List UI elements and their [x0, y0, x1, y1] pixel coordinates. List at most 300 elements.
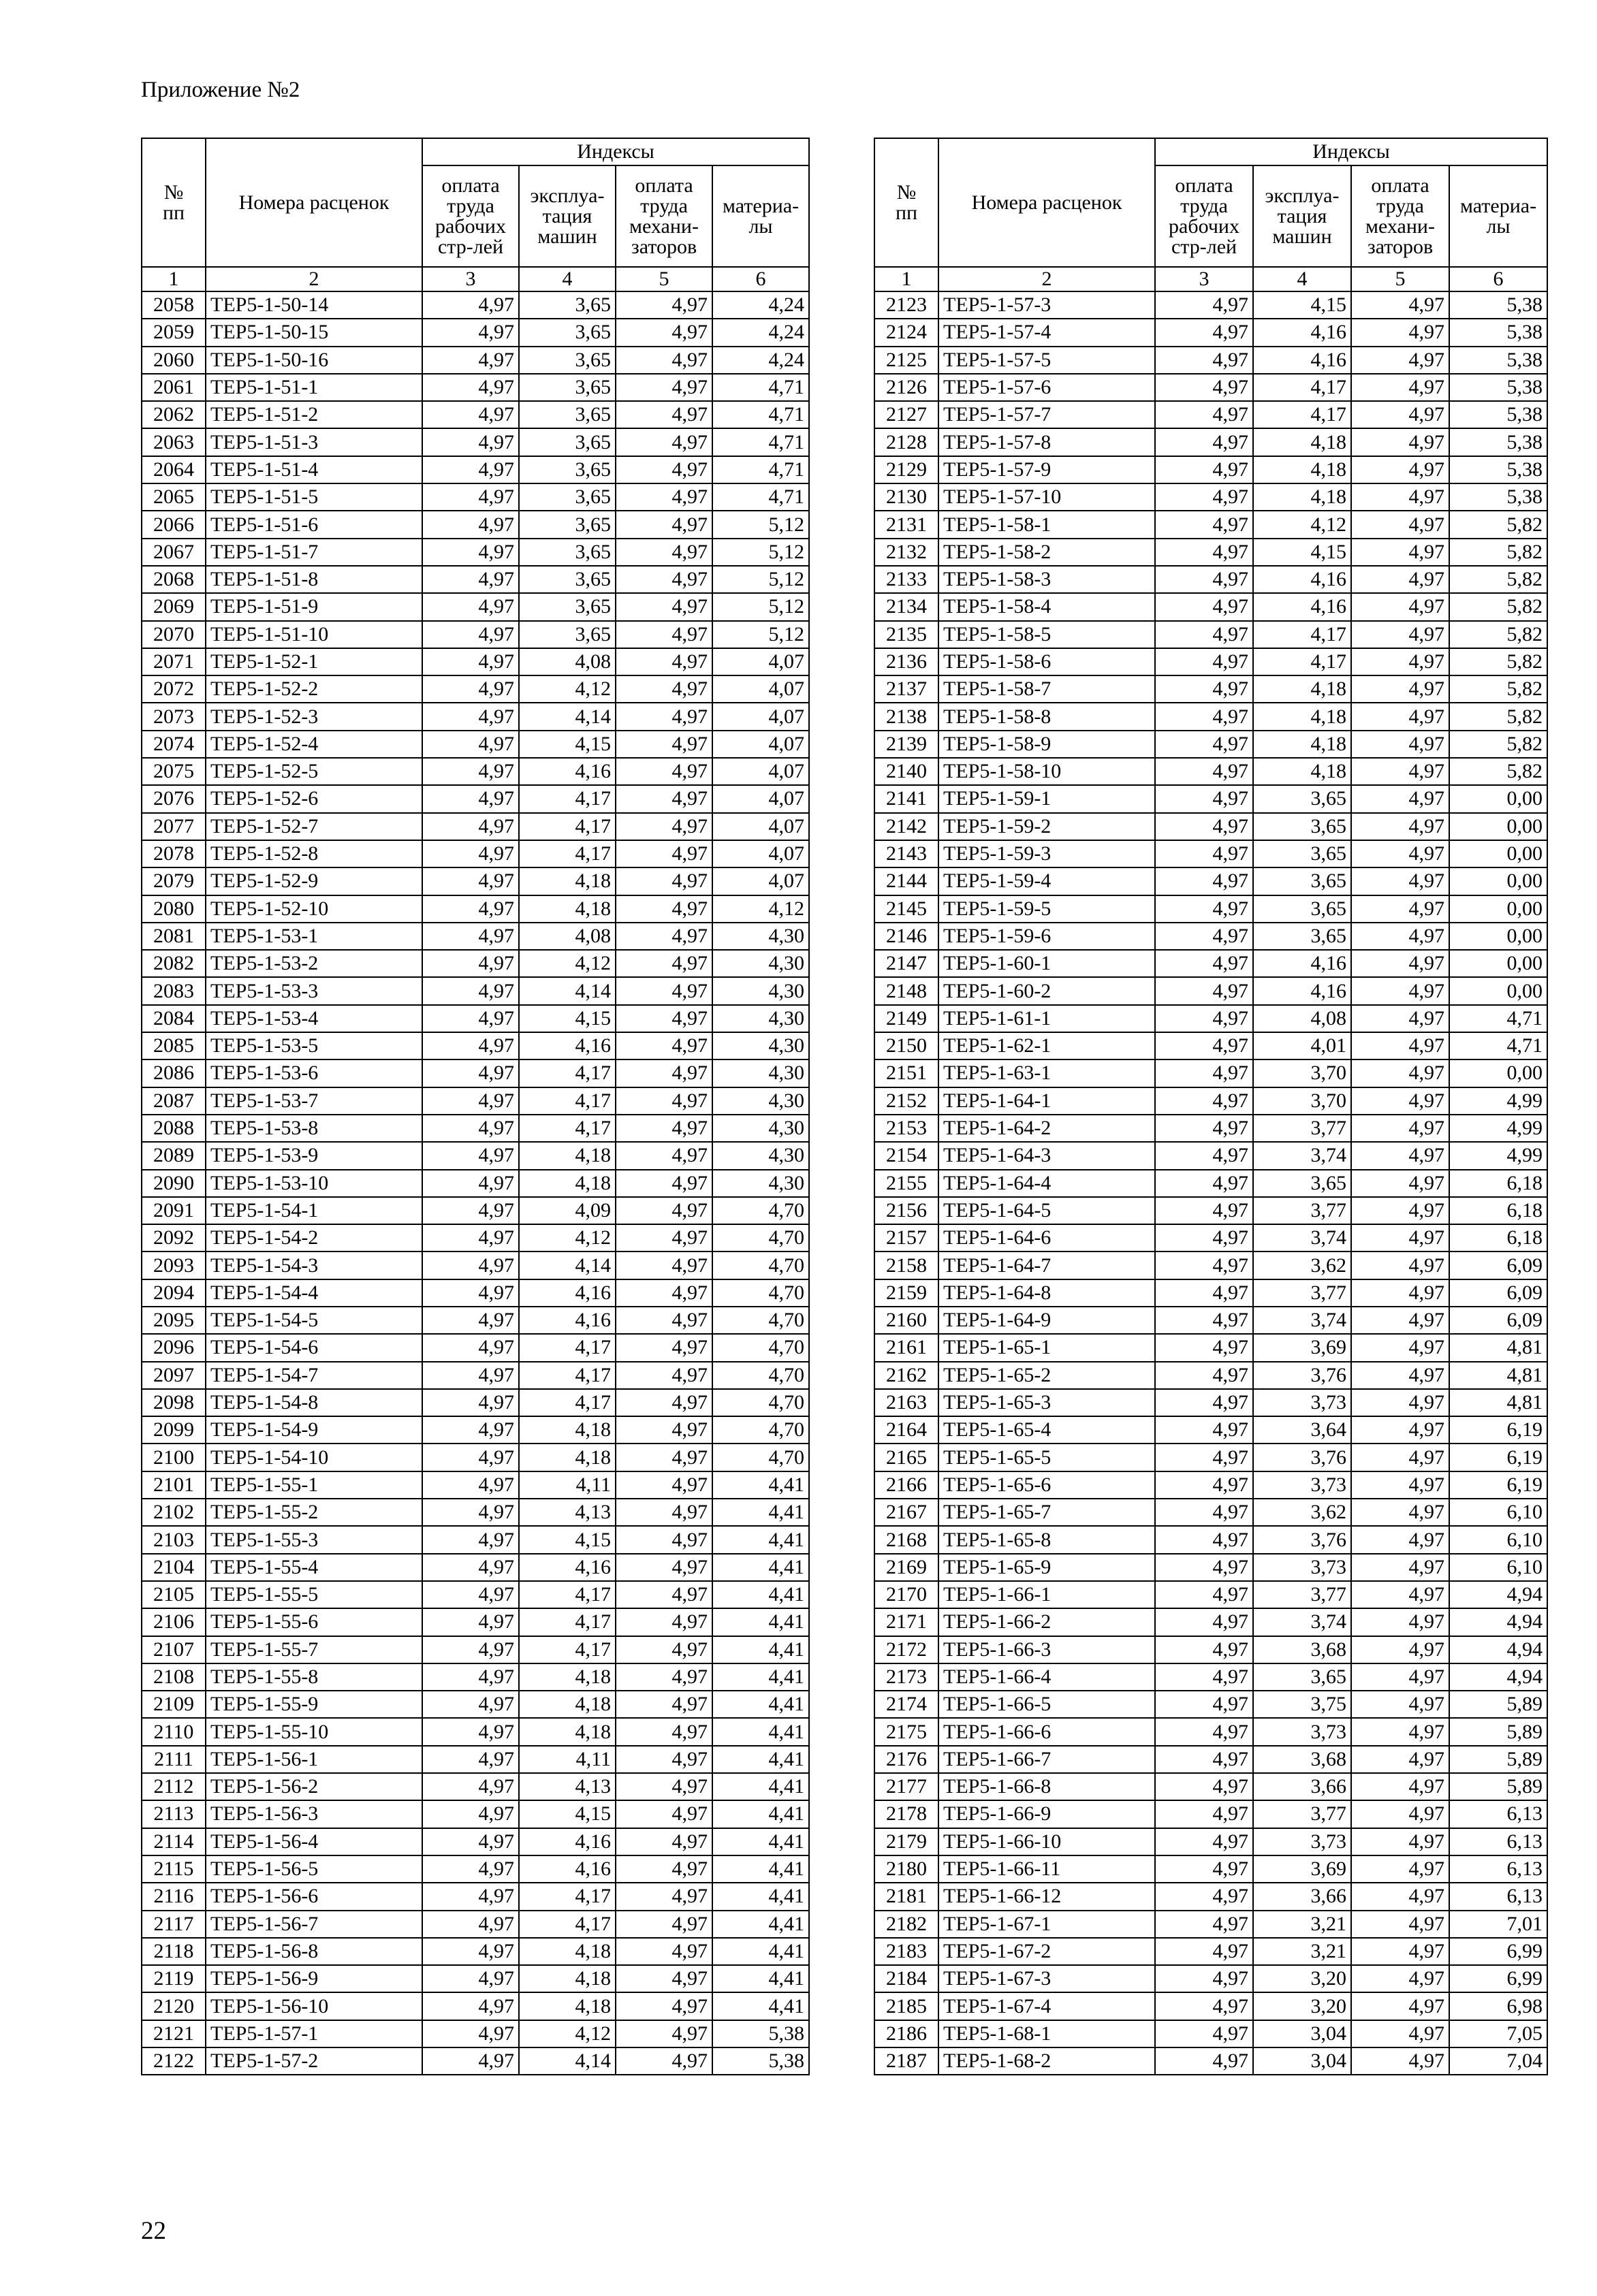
operators-pay-cell: 4,97 — [616, 1087, 712, 1115]
operators-pay-cell: 4,97 — [1351, 758, 1449, 785]
workers-pay-cell: 4,97 — [422, 1554, 519, 1581]
materials-cell: 6,13 — [1449, 1883, 1547, 1910]
operators-pay-cell: 4,97 — [616, 1636, 712, 1663]
machine-operation-cell: 3,73 — [1253, 1718, 1351, 1745]
table-row — [142, 813, 809, 840]
row-number-cell: 2103 — [142, 1526, 206, 1553]
col-header-machine-operation: эксплуа-тация машин — [1253, 165, 1351, 267]
materials-cell: 4,41 — [712, 1883, 809, 1910]
row-number-cell: 2152 — [874, 1087, 938, 1115]
rate-code-cell: ТЕР5-1-66-1 — [938, 1581, 1155, 1608]
materials-cell: 5,12 — [712, 593, 809, 620]
rate-code-cell: ТЕР5-1-65-8 — [938, 1526, 1155, 1553]
rate-code-cell: ТЕР5-1-53-1 — [206, 923, 422, 950]
rate-code-cell: ТЕР5-1-50-16 — [206, 347, 422, 374]
workers-pay-cell: 4,97 — [1155, 758, 1253, 785]
row-number-cell: 2123 — [874, 291, 938, 319]
table-row — [874, 456, 1547, 483]
machine-operation-cell: 3,77 — [1253, 1800, 1351, 1828]
machine-operation-cell: 4,16 — [1253, 593, 1351, 620]
workers-pay-cell: 4,97 — [1155, 2020, 1253, 2047]
materials-cell: 4,07 — [712, 785, 809, 812]
table-row — [874, 648, 1547, 675]
table-row — [874, 977, 1547, 1004]
table-row — [874, 1581, 1547, 1608]
rate-code-cell: ТЕР5-1-52-9 — [206, 867, 422, 895]
operators-pay-cell: 4,97 — [1351, 539, 1449, 566]
rate-code-cell: ТЕР5-1-67-2 — [938, 1938, 1155, 1965]
table-row — [142, 1389, 809, 1416]
operators-pay-cell: 4,97 — [616, 1773, 712, 1800]
machine-operation-cell: 3,62 — [1253, 1499, 1351, 1526]
operators-pay-cell: 4,97 — [1351, 401, 1449, 428]
table-row — [874, 2047, 1547, 2075]
operators-pay-cell: 4,97 — [616, 1032, 712, 1059]
operators-pay-cell: 4,97 — [1351, 1032, 1449, 1059]
row-number-cell: 2111 — [142, 1746, 206, 1773]
materials-cell: 4,70 — [712, 1251, 809, 1279]
row-number-cell: 2085 — [142, 1032, 206, 1059]
materials-cell: 6,13 — [1449, 1855, 1547, 1883]
operators-pay-cell: 4,97 — [616, 1170, 712, 1197]
operators-pay-cell: 4,97 — [1351, 1691, 1449, 1718]
machine-operation-cell: 4,14 — [519, 1251, 616, 1279]
machine-operation-cell: 4,17 — [519, 1389, 616, 1416]
operators-pay-cell: 4,97 — [1351, 1444, 1449, 1471]
row-number-cell: 2099 — [142, 1416, 206, 1444]
col-header-code: Номера расценок — [938, 138, 1155, 267]
workers-pay-cell: 4,97 — [1155, 895, 1253, 923]
row-number-cell: 2076 — [142, 785, 206, 812]
operators-pay-cell: 4,97 — [1351, 923, 1449, 950]
table-row — [874, 1251, 1547, 1279]
workers-pay-cell: 4,97 — [422, 1389, 519, 1416]
rate-code-cell: ТЕР5-1-56-8 — [206, 1938, 422, 1965]
materials-cell: 0,00 — [1449, 840, 1547, 867]
materials-cell: 6,99 — [1449, 1965, 1547, 1992]
machine-operation-cell: 3,21 — [1253, 1938, 1351, 1965]
table-row — [142, 566, 809, 593]
materials-cell: 5,82 — [1449, 703, 1547, 730]
workers-pay-cell: 4,97 — [422, 539, 519, 566]
table-row — [142, 1581, 809, 1608]
workers-pay-cell: 4,97 — [422, 1526, 519, 1553]
row-number-cell: 2176 — [874, 1746, 938, 1773]
operators-pay-cell: 4,97 — [1351, 1883, 1449, 1910]
rate-code-cell: ТЕР5-1-57-4 — [938, 319, 1155, 346]
table-row — [874, 621, 1547, 648]
machine-operation-cell: 4,12 — [1253, 511, 1351, 538]
rate-code-cell: ТЕР5-1-50-15 — [206, 319, 422, 346]
machine-operation-cell: 4,18 — [1253, 483, 1351, 511]
rate-code-cell: ТЕР5-1-56-4 — [206, 1828, 422, 1855]
workers-pay-cell: 4,97 — [422, 1608, 519, 1636]
row-number-cell: 2136 — [874, 648, 938, 675]
row-number-cell: 2148 — [874, 977, 938, 1004]
row-number-cell: 2097 — [142, 1362, 206, 1389]
machine-operation-cell: 4,18 — [519, 867, 616, 895]
materials-cell: 5,89 — [1449, 1691, 1547, 1718]
row-number-cell: 2106 — [142, 1608, 206, 1636]
workers-pay-cell: 4,97 — [422, 511, 519, 538]
table-row — [874, 923, 1547, 950]
row-number-cell: 2179 — [874, 1828, 938, 1855]
operators-pay-cell: 4,97 — [1351, 1251, 1449, 1279]
row-number-cell: 2084 — [142, 1005, 206, 1032]
rate-code-cell: ТЕР5-1-59-5 — [938, 895, 1155, 923]
workers-pay-cell: 4,97 — [1155, 1883, 1253, 1910]
materials-cell: 4,94 — [1449, 1636, 1547, 1663]
rate-code-cell: ТЕР5-1-57-2 — [206, 2047, 422, 2075]
machine-operation-cell: 3,74 — [1253, 1307, 1351, 1334]
rate-code-cell: ТЕР5-1-58-5 — [938, 621, 1155, 648]
table-row — [142, 347, 809, 374]
machine-operation-cell: 4,16 — [1253, 566, 1351, 593]
machine-operation-cell: 4,18 — [519, 1965, 616, 1992]
table-row — [142, 1416, 809, 1444]
workers-pay-cell: 4,97 — [1155, 923, 1253, 950]
operators-pay-cell: 4,97 — [1351, 1389, 1449, 1416]
machine-operation-cell: 3,70 — [1253, 1087, 1351, 1115]
materials-cell: 5,38 — [1449, 291, 1547, 319]
machine-operation-cell: 4,18 — [1253, 703, 1351, 730]
col-header-operators-pay: оплата труда механи-заторов — [1351, 165, 1449, 267]
row-number-cell: 2143 — [874, 840, 938, 867]
operators-pay-cell: 4,97 — [616, 1746, 712, 1773]
operators-pay-cell: 4,97 — [616, 511, 712, 538]
machine-operation-cell: 3,74 — [1253, 1224, 1351, 1251]
machine-operation-cell: 3,65 — [1253, 1663, 1351, 1691]
table-row — [142, 1554, 809, 1581]
row-number-cell: 2139 — [874, 731, 938, 758]
rate-code-cell: ТЕР5-1-65-2 — [938, 1362, 1155, 1389]
row-number-cell: 2185 — [874, 1992, 938, 2020]
rate-code-cell: ТЕР5-1-62-1 — [938, 1032, 1155, 1059]
operators-pay-cell: 4,97 — [1351, 1938, 1449, 1965]
materials-cell: 5,89 — [1449, 1773, 1547, 1800]
rate-code-cell: ТЕР5-1-65-3 — [938, 1389, 1155, 1416]
materials-cell: 4,41 — [712, 1855, 809, 1883]
materials-cell: 6,19 — [1449, 1471, 1547, 1499]
materials-cell: 4,41 — [712, 1526, 809, 1553]
workers-pay-cell: 4,97 — [422, 785, 519, 812]
machine-operation-cell: 3,65 — [519, 347, 616, 374]
rate-code-cell: ТЕР5-1-58-6 — [938, 648, 1155, 675]
machine-operation-cell: 4,18 — [519, 1444, 616, 1471]
machine-operation-cell: 4,01 — [1253, 1032, 1351, 1059]
machine-operation-cell: 4,17 — [1253, 374, 1351, 401]
materials-cell: 4,41 — [712, 1663, 809, 1691]
rate-code-cell: ТЕР5-1-66-9 — [938, 1800, 1155, 1828]
workers-pay-cell: 4,97 — [422, 593, 519, 620]
row-number-cell: 2161 — [874, 1334, 938, 1361]
workers-pay-cell: 4,97 — [1155, 1362, 1253, 1389]
table-row — [874, 1444, 1547, 1471]
rate-code-cell: ТЕР5-1-64-8 — [938, 1279, 1155, 1307]
machine-operation-cell: 4,14 — [519, 977, 616, 1004]
materials-cell: 4,70 — [712, 1224, 809, 1251]
workers-pay-cell: 4,97 — [422, 1142, 519, 1169]
workers-pay-cell: 4,97 — [422, 1581, 519, 1608]
materials-cell: 4,41 — [712, 1581, 809, 1608]
row-number-cell: 2070 — [142, 621, 206, 648]
machine-operation-cell: 3,66 — [1253, 1773, 1351, 1800]
operators-pay-cell: 4,97 — [1351, 1142, 1449, 1169]
row-number-cell: 2164 — [874, 1416, 938, 1444]
operators-pay-cell: 4,97 — [616, 1938, 712, 1965]
operators-pay-cell: 4,97 — [616, 1471, 712, 1499]
table-row — [142, 867, 809, 895]
col-header-code: Номера расценок — [206, 138, 422, 267]
rate-code-cell: ТЕР5-1-67-3 — [938, 1965, 1155, 1992]
table-row — [142, 428, 809, 456]
machine-operation-cell: 4,16 — [519, 1554, 616, 1581]
operators-pay-cell: 4,97 — [616, 1334, 712, 1361]
operators-pay-cell: 4,97 — [616, 347, 712, 374]
table-row — [874, 840, 1547, 867]
machine-operation-cell: 4,18 — [1253, 428, 1351, 456]
machine-operation-cell: 3,70 — [1253, 1059, 1351, 1087]
rate-code-cell: ТЕР5-1-66-3 — [938, 1636, 1155, 1663]
table-row — [874, 895, 1547, 923]
machine-operation-cell: 4,17 — [519, 1581, 616, 1608]
col-header-machine-operation: эксплуа-тация машин — [519, 165, 616, 267]
row-number-cell: 2138 — [874, 703, 938, 730]
row-number-cell: 2174 — [874, 1691, 938, 1718]
operators-pay-cell: 4,97 — [616, 785, 712, 812]
machine-operation-cell: 3,66 — [1253, 1883, 1351, 1910]
table-row — [874, 1773, 1547, 1800]
machine-operation-cell: 3,65 — [519, 428, 616, 456]
materials-cell: 5,12 — [712, 621, 809, 648]
operators-pay-cell: 4,97 — [1351, 840, 1449, 867]
operators-pay-cell: 4,97 — [1351, 566, 1449, 593]
col-number: 4 — [519, 267, 616, 291]
operators-pay-cell: 4,97 — [616, 675, 712, 703]
rate-code-cell: ТЕР5-1-68-2 — [938, 2047, 1155, 2075]
operators-pay-cell: 4,97 — [616, 593, 712, 620]
table-row — [874, 1718, 1547, 1745]
col-header-materials: материа-лы — [1449, 165, 1547, 267]
materials-cell: 4,71 — [712, 428, 809, 456]
machine-operation-cell: 3,62 — [1253, 1251, 1351, 1279]
rate-code-cell: ТЕР5-1-53-6 — [206, 1059, 422, 1087]
operators-pay-cell: 4,97 — [616, 1059, 712, 1087]
appendix-label: Приложение №2 — [141, 78, 300, 102]
rate-code-cell: ТЕР5-1-57-5 — [938, 347, 1155, 374]
materials-cell: 5,82 — [1449, 648, 1547, 675]
materials-cell: 7,05 — [1449, 2020, 1547, 2047]
materials-cell: 6,18 — [1449, 1170, 1547, 1197]
materials-cell: 4,41 — [712, 1499, 809, 1526]
row-number-cell: 2114 — [142, 1828, 206, 1855]
workers-pay-cell: 4,97 — [1155, 347, 1253, 374]
materials-cell: 4,30 — [712, 1059, 809, 1087]
rate-code-cell: ТЕР5-1-55-2 — [206, 1499, 422, 1526]
workers-pay-cell: 4,97 — [422, 1197, 519, 1224]
table-row — [142, 456, 809, 483]
machine-operation-cell: 3,65 — [519, 511, 616, 538]
workers-pay-cell: 4,97 — [1155, 840, 1253, 867]
row-number-cell: 2075 — [142, 758, 206, 785]
machine-operation-cell: 4,17 — [519, 1362, 616, 1389]
operators-pay-cell: 4,97 — [1351, 731, 1449, 758]
workers-pay-cell: 4,97 — [422, 1663, 519, 1691]
workers-pay-cell: 4,97 — [422, 1773, 519, 1800]
workers-pay-cell: 4,97 — [422, 1444, 519, 1471]
machine-operation-cell: 4,08 — [519, 923, 616, 950]
index-table-left — [141, 138, 810, 2075]
table-row — [874, 1170, 1547, 1197]
operators-pay-cell: 4,97 — [1351, 1581, 1449, 1608]
operators-pay-cell: 4,97 — [616, 1718, 712, 1745]
materials-cell: 4,70 — [712, 1334, 809, 1361]
table-row — [874, 1608, 1547, 1636]
row-number-cell: 2118 — [142, 1938, 206, 1965]
row-number-cell: 2095 — [142, 1307, 206, 1334]
operators-pay-cell: 4,97 — [1351, 813, 1449, 840]
row-number-cell: 2126 — [874, 374, 938, 401]
workers-pay-cell: 4,97 — [422, 1279, 519, 1307]
rate-code-cell: ТЕР5-1-59-1 — [938, 785, 1155, 812]
workers-pay-cell: 4,97 — [1155, 2047, 1253, 2075]
rate-code-cell: ТЕР5-1-54-9 — [206, 1416, 422, 1444]
rate-code-cell: ТЕР5-1-59-3 — [938, 840, 1155, 867]
machine-operation-cell: 4,09 — [519, 1197, 616, 1224]
rate-code-cell: ТЕР5-1-66-8 — [938, 1773, 1155, 1800]
machine-operation-cell: 4,17 — [1253, 401, 1351, 428]
materials-cell: 7,04 — [1449, 2047, 1547, 2075]
machine-operation-cell: 4,17 — [519, 1608, 616, 1636]
workers-pay-cell: 4,97 — [422, 1828, 519, 1855]
rate-code-cell: ТЕР5-1-66-2 — [938, 1608, 1155, 1636]
row-number-cell: 2119 — [142, 1965, 206, 1992]
machine-operation-cell: 3,77 — [1253, 1115, 1351, 1142]
rate-code-cell: ТЕР5-1-64-5 — [938, 1197, 1155, 1224]
workers-pay-cell: 4,97 — [1155, 1608, 1253, 1636]
materials-cell: 6,10 — [1449, 1499, 1547, 1526]
rate-code-cell: ТЕР5-1-67-1 — [938, 1911, 1155, 1938]
operators-pay-cell: 4,97 — [616, 867, 712, 895]
row-number-cell: 2059 — [142, 319, 206, 346]
row-number-cell: 2128 — [874, 428, 938, 456]
rate-code-cell: ТЕР5-1-64-7 — [938, 1251, 1155, 1279]
table-row — [142, 2020, 809, 2047]
materials-cell: 4,70 — [712, 1389, 809, 1416]
workers-pay-cell: 4,97 — [422, 401, 519, 428]
workers-pay-cell: 4,97 — [1155, 1855, 1253, 1883]
table-row — [142, 1938, 809, 1965]
workers-pay-cell: 4,97 — [422, 1636, 519, 1663]
materials-cell: 4,30 — [712, 1087, 809, 1115]
materials-cell: 5,12 — [712, 566, 809, 593]
rate-code-cell: ТЕР5-1-56-9 — [206, 1965, 422, 1992]
operators-pay-cell: 4,97 — [616, 950, 712, 977]
table-row — [142, 1526, 809, 1553]
table-row — [874, 1307, 1547, 1334]
row-number-cell: 2089 — [142, 1142, 206, 1169]
materials-cell: 4,41 — [712, 1718, 809, 1745]
row-number-cell: 2129 — [874, 456, 938, 483]
rate-code-cell: ТЕР5-1-52-7 — [206, 813, 422, 840]
workers-pay-cell: 4,97 — [1155, 1911, 1253, 1938]
workers-pay-cell: 4,97 — [422, 1059, 519, 1087]
table-body-right — [874, 291, 1547, 2075]
materials-cell: 5,38 — [1449, 319, 1547, 346]
workers-pay-cell: 4,97 — [422, 840, 519, 867]
machine-operation-cell: 4,17 — [519, 785, 616, 812]
operators-pay-cell: 4,97 — [616, 1444, 712, 1471]
workers-pay-cell: 4,97 — [1155, 950, 1253, 977]
table-row — [142, 731, 809, 758]
table-row — [142, 703, 809, 730]
machine-operation-cell: 4,15 — [1253, 291, 1351, 319]
workers-pay-cell: 4,97 — [1155, 1444, 1253, 1471]
operators-pay-cell: 4,97 — [1351, 1828, 1449, 1855]
rate-code-cell: ТЕР5-1-55-4 — [206, 1554, 422, 1581]
workers-pay-cell: 4,97 — [1155, 1334, 1253, 1361]
row-number-cell: 2133 — [874, 566, 938, 593]
row-number-cell: 2063 — [142, 428, 206, 456]
table-row — [874, 1883, 1547, 1910]
row-number-cell: 2080 — [142, 895, 206, 923]
machine-operation-cell: 4,08 — [1253, 1005, 1351, 1032]
workers-pay-cell: 4,97 — [1155, 1170, 1253, 1197]
rate-code-cell: ТЕР5-1-54-5 — [206, 1307, 422, 1334]
materials-cell: 5,38 — [1449, 428, 1547, 456]
materials-cell: 0,00 — [1449, 813, 1547, 840]
operators-pay-cell: 4,97 — [616, 2020, 712, 2047]
machine-operation-cell: 3,77 — [1253, 1197, 1351, 1224]
machine-operation-cell: 3,21 — [1253, 1911, 1351, 1938]
row-number-cell: 2087 — [142, 1087, 206, 1115]
row-number-cell: 2182 — [874, 1911, 938, 1938]
operators-pay-cell: 4,97 — [616, 483, 712, 511]
row-number-cell: 2088 — [142, 1115, 206, 1142]
materials-cell: 6,19 — [1449, 1444, 1547, 1471]
materials-cell: 4,41 — [712, 1691, 809, 1718]
workers-pay-cell: 4,97 — [1155, 511, 1253, 538]
rate-code-cell: ТЕР5-1-55-5 — [206, 1581, 422, 1608]
workers-pay-cell: 4,97 — [1155, 1800, 1253, 1828]
machine-operation-cell: 3,65 — [1253, 840, 1351, 867]
workers-pay-cell: 4,97 — [1155, 1251, 1253, 1279]
table-row — [142, 1170, 809, 1197]
machine-operation-cell: 4,15 — [519, 1800, 616, 1828]
table-row — [874, 374, 1547, 401]
machine-operation-cell: 3,65 — [519, 593, 616, 620]
materials-cell: 0,00 — [1449, 785, 1547, 812]
table-row — [142, 1224, 809, 1251]
col-header-num: № пп — [874, 138, 938, 267]
operators-pay-cell: 4,97 — [1351, 1608, 1449, 1636]
row-number-cell: 2122 — [142, 2047, 206, 2075]
row-number-cell: 2158 — [874, 1251, 938, 1279]
table-row — [874, 1362, 1547, 1389]
machine-operation-cell: 4,16 — [519, 758, 616, 785]
materials-cell: 4,07 — [712, 675, 809, 703]
materials-cell: 5,38 — [1449, 483, 1547, 511]
table-row — [874, 867, 1547, 895]
operators-pay-cell: 4,97 — [616, 895, 712, 923]
row-number-cell: 2060 — [142, 347, 206, 374]
operators-pay-cell: 4,97 — [1351, 1115, 1449, 1142]
workers-pay-cell: 4,97 — [1155, 291, 1253, 319]
workers-pay-cell: 4,97 — [1155, 1663, 1253, 1691]
row-number-cell: 2153 — [874, 1115, 938, 1142]
row-number-cell: 2083 — [142, 977, 206, 1004]
operators-pay-cell: 4,97 — [1351, 319, 1449, 346]
